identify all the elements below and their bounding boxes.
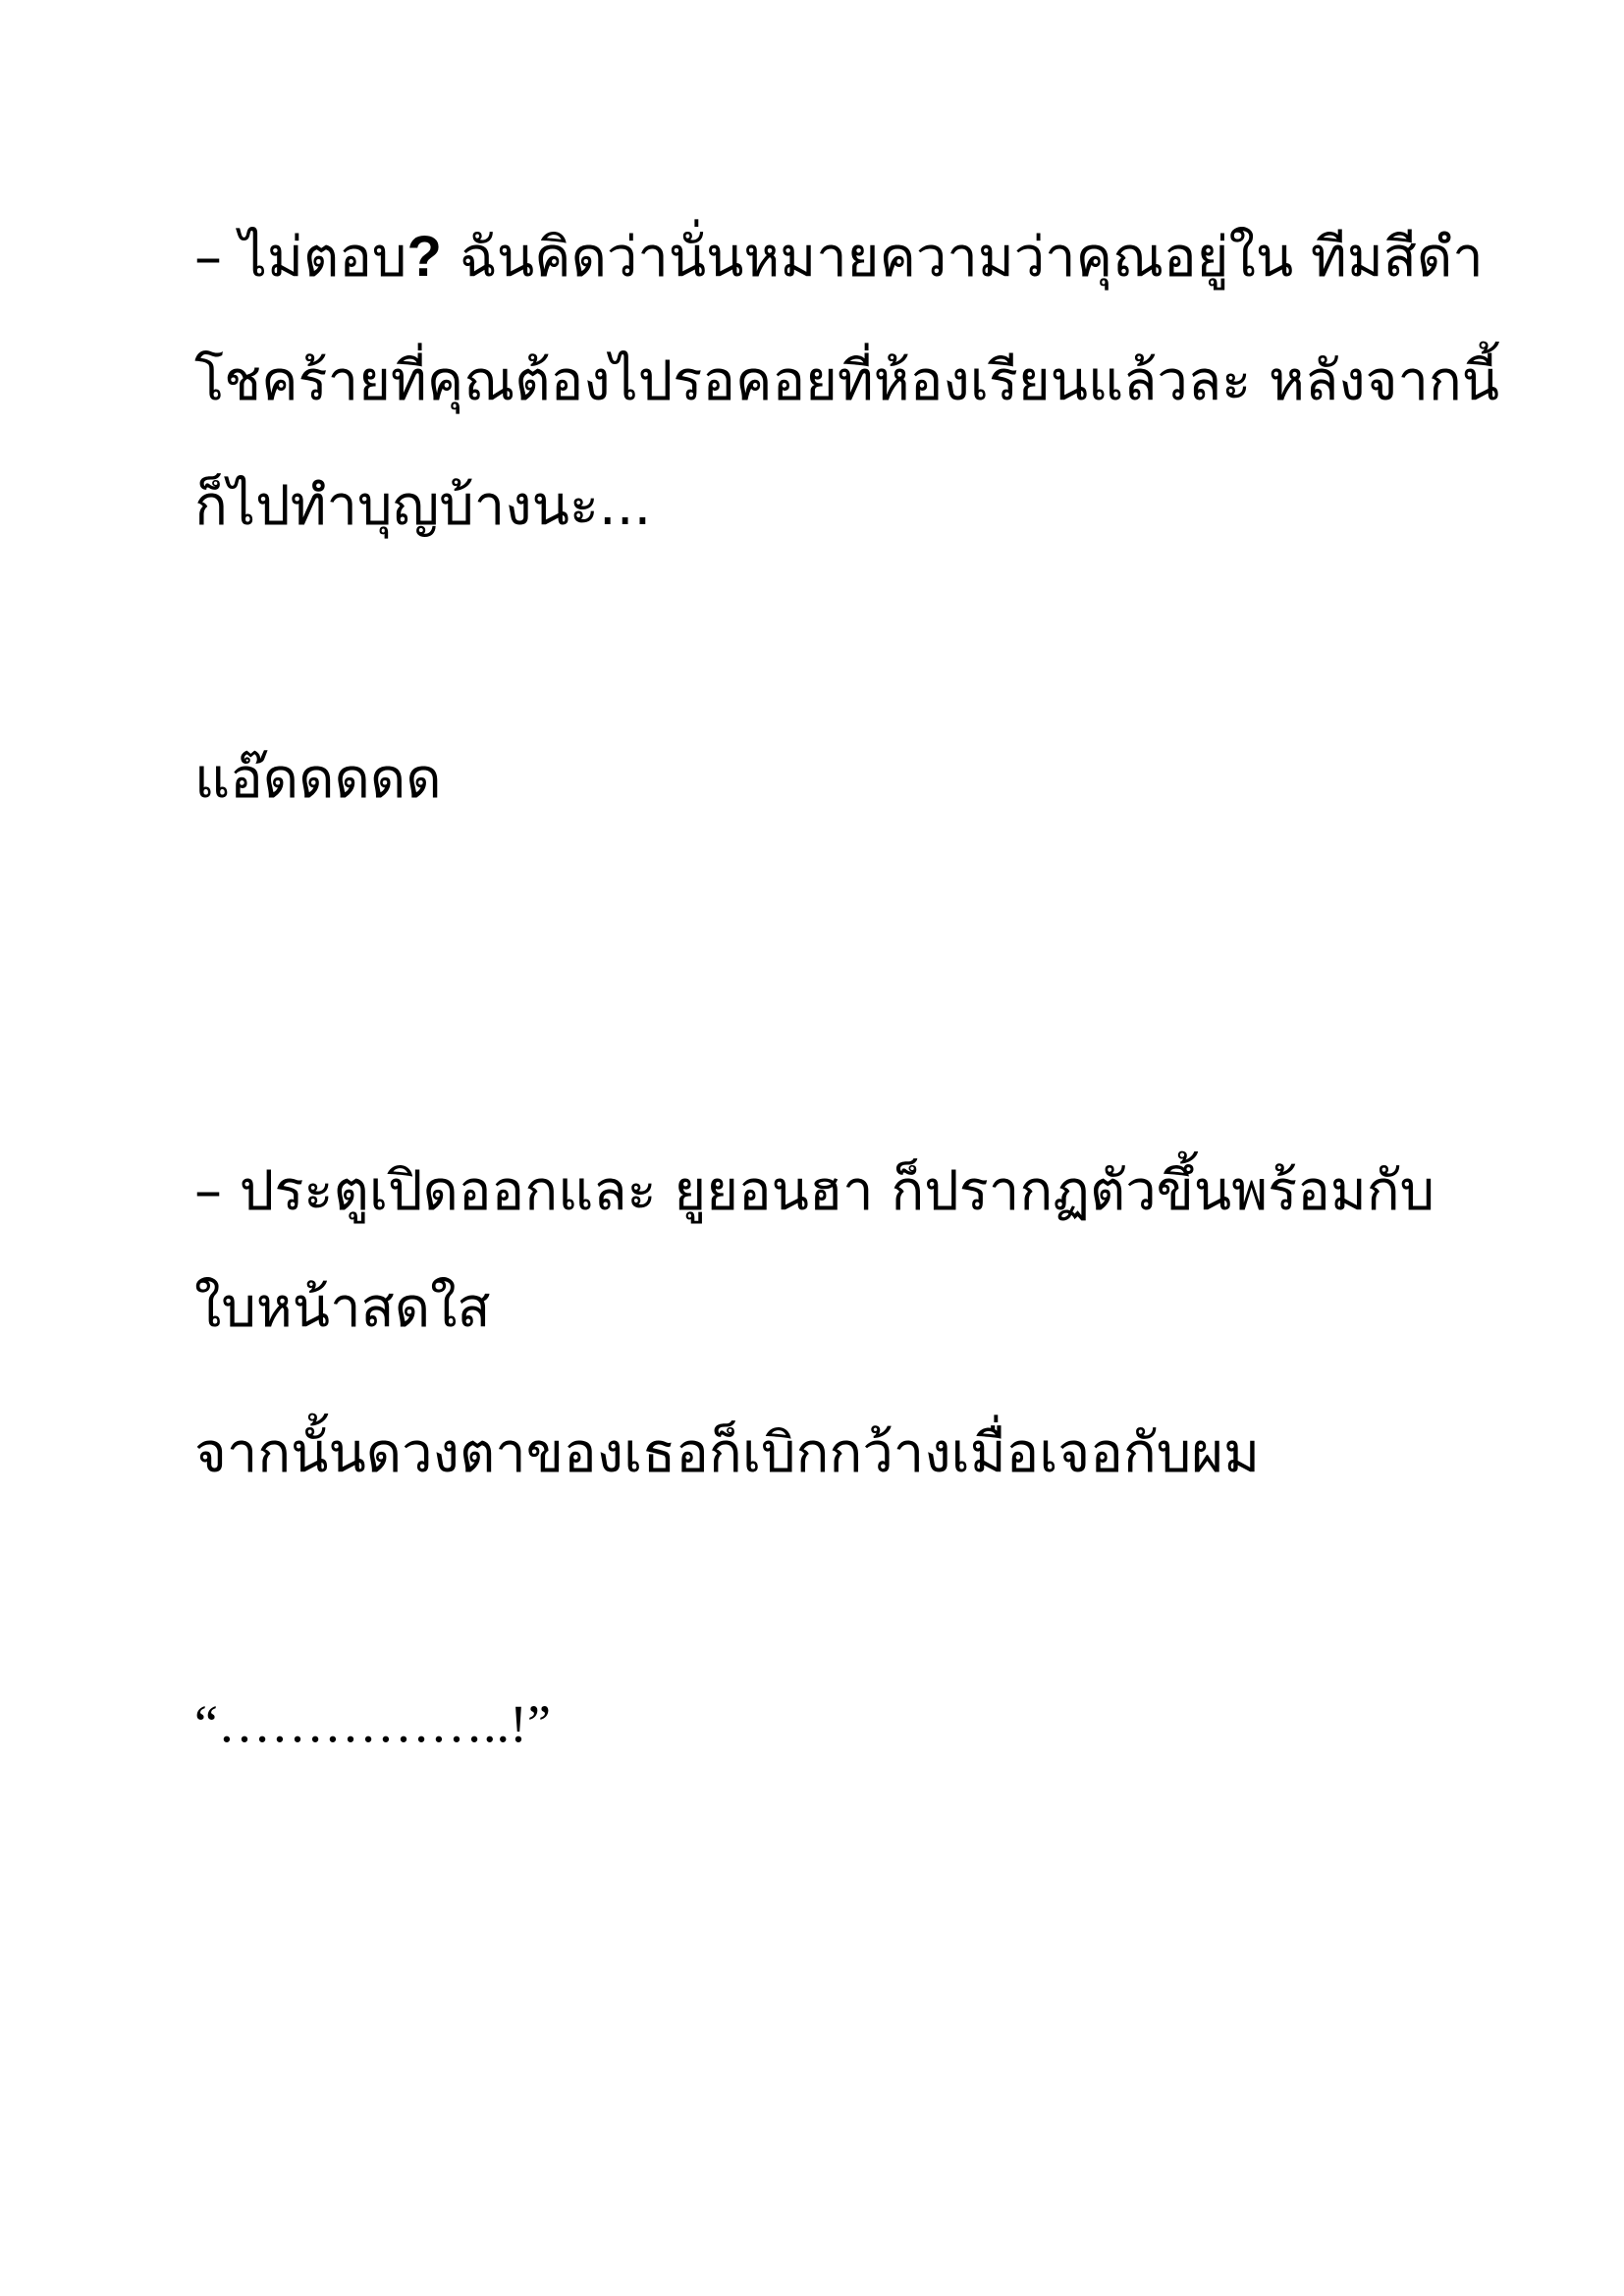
- line-prefix: – ไม่ตอบ: [194, 226, 407, 290]
- paragraph-1-line-1: [194, 218, 1484, 297]
- paragraph-2-line-1: – ประตูเปิดออกและ ยูยอนฮา ก็ปรากฏตัวขึ้นพร้อมกับ: [194, 1159, 1435, 1223]
- paragraph-1-line-2: โชคร้ายที่คุณต้องไปรอคอยที่ห้องเรียนแล้วละ หลังจากนี้: [194, 349, 1500, 413]
- line-suffix: ฉันคิดว่านั่นหมายความว่าคุณอยู่ใน ทีมสีดำ: [441, 226, 1484, 290]
- paragraph-2-line-2: ใบหน้าสดใส: [194, 1276, 491, 1340]
- paragraph-3: จากนั้นดวงตาของเธอก็เบิกกว้างเมื่อเจอกับผม: [194, 1421, 1260, 1485]
- paragraph-1-line-3: ก็ไปทำบุญบ้างนะ...: [194, 474, 652, 538]
- question-mark: ?: [406, 225, 442, 289]
- exclamation-line: แอ๊ดดดดด: [194, 747, 442, 811]
- quote-line: “……………..!”: [194, 1694, 551, 1753]
